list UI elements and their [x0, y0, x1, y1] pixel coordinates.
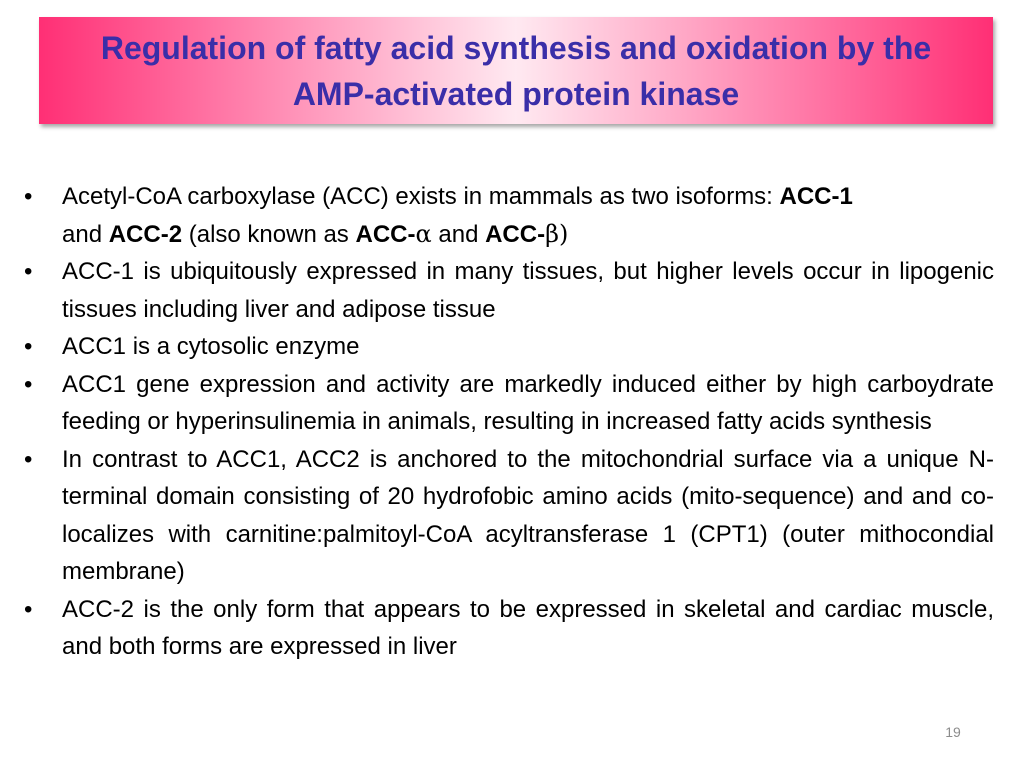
- alpha-symbol: α: [415, 219, 432, 248]
- slide-title-line-2: AMP-activated protein kinase: [292, 75, 740, 112]
- bullet-item-1: [22, 178, 994, 253]
- bullet-1-text-a: Acetyl-CoA carboxylase (ACC) exists in mammals as two isoforms:: [62, 183, 780, 210]
- bullet-6-text: ACC-2 is the only form that appears to be expressed in skeletal and cardiac muscle, and both forms are expressed in liver: [62, 595, 994, 660]
- bullet-item-3: [22, 328, 994, 366]
- title-banner: [39, 17, 993, 124]
- bullet-4-text: ACC1 gene expression and activity are markedly induced either by high carboydrate feeding or hyperinsulinemia in animals, resulting in increased fatty acids synthesis: [62, 370, 994, 435]
- bullet-marker: •: [24, 445, 33, 473]
- bullet-1-close-paren: ): [558, 219, 569, 248]
- bullet-item-4: [22, 366, 994, 441]
- bullet-5-text: In contrast to ACC1, ACC2 is anchored to the mitochondrial surface via a unique N-terminal domain consisting of 20 hydrofobic amino acids (mito-sequence) and and co-localizes with carnitine:palmitoyl-CoA acyltransferase 1 (CPT1) (outer mithocondial membrane): [62, 445, 994, 585]
- page-number: 19: [945, 724, 961, 740]
- bullet-item-2: [22, 253, 994, 328]
- bullet-1-acc-beta-prefix: ACC-: [485, 220, 546, 248]
- bullet-item-6: [22, 591, 994, 666]
- bullet-marker: •: [24, 370, 33, 398]
- bullet-1-text-c: (also known as: [182, 220, 356, 248]
- bullet-1-text-b: and: [62, 220, 109, 248]
- bullet-1-acc2: ACC-2: [108, 220, 183, 248]
- slide-title-line-1: Regulation of fatty acid synthesis and oxidation by the: [100, 29, 932, 66]
- bullet-1-acc-alpha-prefix: ACC-: [355, 220, 416, 248]
- slide-title: [101, 25, 931, 117]
- bullet-marker: •: [24, 258, 33, 285]
- bullet-3-text: ACC1 is a cytosolic enzyme: [62, 333, 360, 360]
- bullet-marker: •: [24, 183, 33, 210]
- bullet-1-acc1: ACC-1: [779, 183, 853, 210]
- bullet-marker: •: [24, 333, 33, 360]
- beta-symbol: β: [545, 219, 559, 248]
- bullet-item-5: [22, 441, 994, 591]
- bullet-marker: •: [24, 595, 33, 623]
- bullet-1-text-d: and: [431, 220, 486, 248]
- bullet-2-text: ACC-1 is ubiquitously expressed in many tissues, but higher levels occur in lipogenic tissues including liver and adipose tissue: [62, 258, 994, 323]
- bullet-list: [22, 178, 994, 666]
